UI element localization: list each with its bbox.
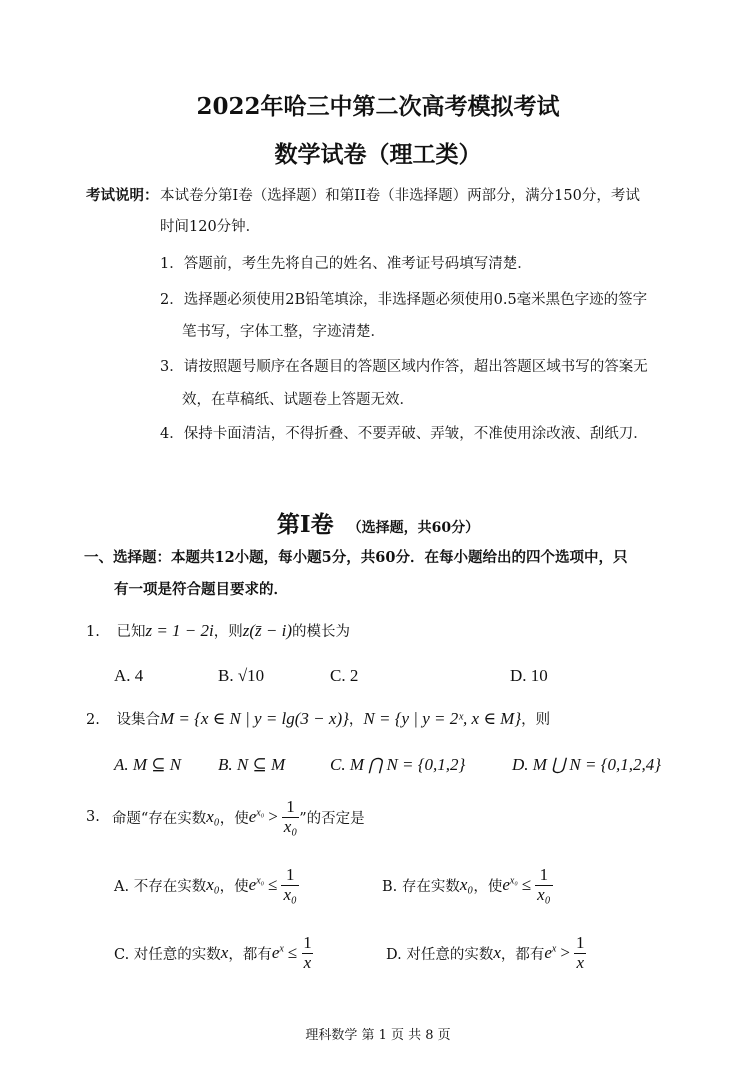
instruction-item-3: 3．请按照题号顺序在各题目的答题区域内作答，超出答题区域书写的答案无 <box>160 359 648 375</box>
q1-pre: 已知 <box>116 624 146 640</box>
section-heading-line1: 一、选择题：本题共12小题，每小题5分，共60分．在每小题给出的四个选项中，只 <box>84 549 628 566</box>
question-2 <box>86 708 550 729</box>
instruction-item-3-cont: 效，在草稿纸、试题卷上答题无效． <box>182 392 414 408</box>
instructions-label: 考试说明： <box>86 187 159 204</box>
q3-var: x₀ <box>206 807 220 827</box>
exam-title: 2022年哈三中第二次高考模拟考试 <box>196 93 560 120</box>
question-number: 3. <box>86 809 100 826</box>
page-footer: 理科数学 第 1 页 共 8 页 <box>305 1028 451 1043</box>
q1-mid: ，则 <box>213 624 243 640</box>
q2-post: ，则 <box>521 712 551 728</box>
q2-sep: ， <box>348 712 364 728</box>
q3-lhs: $e^{x_0}$ <box>248 807 265 827</box>
section-title <box>0 506 756 539</box>
q3-option-b: B. 存在实数 x₀ ，使 $e^{x_0}$ ≤ $\frac{1}{\text{x₀}}$ <box>382 865 551 904</box>
instruction-item-1: 1．答题前，考生先将自己的姓名、准考证号码填写清楚． <box>160 256 532 272</box>
q3-pre: 命题“存在实数 <box>111 810 207 827</box>
q3-fraction: $\frac{1}{\text{x₀}}$ <box>283 797 298 836</box>
q1-option-c: C. 2 <box>330 666 359 685</box>
q3-option-d: D. 对任意的实数 x ，都有 $e^x$ > $\frac{1}{x}$ <box>386 933 585 972</box>
question-1 <box>86 620 350 641</box>
instruction-item-2: 2．选择题必须使用2B铅笔填涂，非选择题必须使用0.5毫米黑色字迹的签字 <box>160 292 648 308</box>
q2-option-a: A. M ⊆ N <box>114 755 182 774</box>
section-title-main: 第I卷 <box>276 511 334 538</box>
q1-option-b: B. √10 <box>218 666 265 685</box>
question-number: 2. <box>86 712 100 728</box>
q3-post: ”的否定是 <box>299 810 365 827</box>
q3-option-c: C. 对任意的实数 x ，都有 $e^x$ ≤ $\frac{1}{x}$ <box>114 933 312 972</box>
q1-post: 的模长为 <box>292 624 350 640</box>
q1-option-a: A. 4 <box>114 666 144 685</box>
exam-subtitle: 数学试卷（理工类） <box>274 141 482 168</box>
q2-set-n: N = {y | y = 2ˣ, x ∈ M} <box>363 709 522 728</box>
q3-mid: ，使 <box>219 810 249 827</box>
instruction-item-2-cont: 笔书写，字体工整，字迹清楚． <box>182 324 385 340</box>
section-title-note: （选择题，共60分） <box>347 520 480 536</box>
q3-relation: > <box>268 807 278 827</box>
q1-option-d: D. 10 <box>510 666 548 685</box>
q1-expr1: z = 1 − 2i <box>145 621 214 640</box>
instruction-item-4: 4．保持卡面清洁，不得折叠、不要弄破、弄皱，不准使用涂改液、刮纸刀． <box>160 426 648 442</box>
section-heading-line2: 有一项是符合题目要求的． <box>114 581 288 598</box>
q2-set-m: M = {x ∈ N | y = lg(3 − x)} <box>159 709 349 728</box>
q1-expr2: z(z̄ − i) <box>242 621 292 640</box>
instructions-line1: 本试卷分第I卷（选择题）和第II卷（非选择题）两部分，满分150分，考试 <box>160 188 640 204</box>
q2-option-d: D. M ⋃ N = {0,1,2,4} <box>512 755 662 774</box>
question-number: 1. <box>86 624 100 640</box>
q2-option-c: C. M ⋂ N = {0,1,2} <box>330 755 466 774</box>
q2-option-b: B. N ⊆ M <box>218 755 286 774</box>
q2-pre: 设集合 <box>116 712 160 728</box>
q3-option-a: A. 不存在实数 x₀ ，使 $e^{x_0}$ ≤ $\frac{1}{\text{x₀}}$ <box>114 865 297 904</box>
instructions-line2: 时间120分钟． <box>160 219 261 235</box>
question-3 <box>86 798 365 836</box>
